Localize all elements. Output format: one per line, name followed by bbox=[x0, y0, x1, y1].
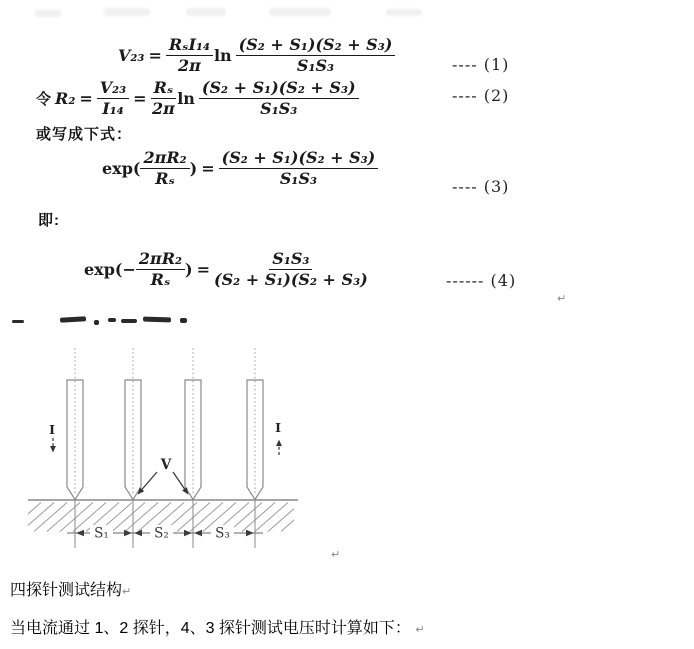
paragraph-mark: ↵ bbox=[331, 548, 341, 561]
equals-sign: = bbox=[201, 158, 215, 178]
equation-3 bbox=[100, 149, 380, 188]
equals-sign: = bbox=[196, 259, 211, 279]
ghost-text-fragment bbox=[35, 10, 61, 17]
clipped-text-fragment bbox=[94, 320, 99, 325]
close-paren: ) bbox=[189, 158, 198, 178]
body-paragraph bbox=[10, 615, 425, 638]
clipped-text-fragment bbox=[108, 318, 116, 322]
ghost-text-fragment bbox=[104, 8, 150, 16]
ln-operator: ln bbox=[177, 88, 195, 108]
equals-sign: = bbox=[133, 88, 147, 108]
eq3-fraction-2: $\frac{\text{(S₂ + S₁)(S₂ + S₃)}}{\text{S₁S₃}}$ bbox=[219, 149, 379, 188]
four-probe-diagram bbox=[26, 344, 306, 556]
ghost-text-fragment bbox=[386, 9, 422, 16]
s3-spacing-label: S₃ bbox=[215, 525, 230, 542]
ghost-text-fragment bbox=[269, 8, 331, 16]
equation-4-number: ------ (4) bbox=[446, 271, 517, 290]
equation-1 bbox=[116, 36, 397, 75]
equation-3-number: ---- (3) bbox=[452, 177, 510, 196]
eq1-lhs: V₂₃ bbox=[118, 45, 145, 65]
or-written-as-line: 或写成下式： bbox=[36, 126, 133, 143]
equals-sign: = bbox=[79, 88, 93, 108]
exp-operator: exp(− bbox=[84, 259, 136, 279]
eq3-fraction-1: $\frac{\text{2πR₂}}{\text{Rₛ}}$ bbox=[140, 149, 189, 188]
clipped-text-fragment bbox=[180, 318, 187, 323]
eq2-prefix: 令 bbox=[36, 90, 52, 108]
clipped-text-fragment bbox=[143, 317, 171, 323]
diagram-caption bbox=[10, 577, 131, 600]
exp-operator: exp( bbox=[102, 158, 141, 178]
clipped-text-fragment bbox=[12, 320, 24, 323]
paragraph-text: 当电流通过 1、2 探针，4、3 探针测试电压时计算如下： bbox=[10, 620, 411, 637]
equation-1-number: ---- (1) bbox=[452, 55, 510, 74]
paragraph-mark: ↵ bbox=[557, 292, 567, 305]
current-in-label: I bbox=[49, 422, 55, 437]
eq2-fraction-1: $\frac{\text{V₂₃}}{\text{I₁₄}}$ bbox=[97, 79, 129, 118]
eq1-fraction-1: $\frac{\text{RₛI₁₄}}{2\pi}$ bbox=[166, 36, 213, 75]
eq2-fraction-2: $\frac{\text{Rₛ}}{2\pi}$ bbox=[151, 78, 175, 118]
eq2-lhs: R₂ bbox=[55, 88, 76, 108]
ln-operator: ln bbox=[213, 45, 232, 65]
paragraph-mark: ↵ bbox=[122, 585, 132, 598]
equation-4 bbox=[82, 250, 370, 289]
s1-spacing-label: S₁ bbox=[94, 525, 109, 542]
dimension-lines bbox=[67, 525, 263, 542]
caption-text: 四探针测试结构 bbox=[10, 582, 123, 599]
eq4-fraction-1: $\frac{\text{2πR₂}}{\text{Rₛ}}$ bbox=[136, 250, 185, 289]
current-annotation bbox=[49, 420, 281, 455]
namely-line: 即: bbox=[38, 212, 60, 229]
s2-spacing-label: S₂ bbox=[154, 525, 169, 542]
clipped-text-fragment bbox=[60, 316, 86, 322]
clipped-text-fragment bbox=[121, 319, 137, 323]
equals-sign: = bbox=[148, 45, 162, 65]
close-paren: ) bbox=[185, 259, 193, 279]
probe-group bbox=[67, 348, 263, 548]
paragraph-mark: ↵ bbox=[415, 623, 425, 636]
equation-2-number: ---- (2) bbox=[452, 86, 510, 105]
v-label: V bbox=[160, 457, 172, 473]
current-out-label: I bbox=[275, 420, 281, 435]
eq1-fraction-2: $\frac{\text{(S₂ + S₁)(S₂ + S₃)}}{\text{S₁S₃}}$ bbox=[236, 36, 396, 75]
eq2-fraction-3: $\frac{\text{(S₂ + S₁)(S₂ + S₃)}}{\text{S₁S₃}}$ bbox=[199, 79, 359, 118]
equation-2 bbox=[34, 79, 361, 118]
voltage-annotation bbox=[138, 457, 188, 494]
eq4-fraction-2: $\frac{\text{S₁S₃}}{\text{(S₂ + S₁)(S₂ + S₃)}}$ bbox=[214, 249, 368, 289]
ghost-text-fragment bbox=[186, 8, 226, 16]
